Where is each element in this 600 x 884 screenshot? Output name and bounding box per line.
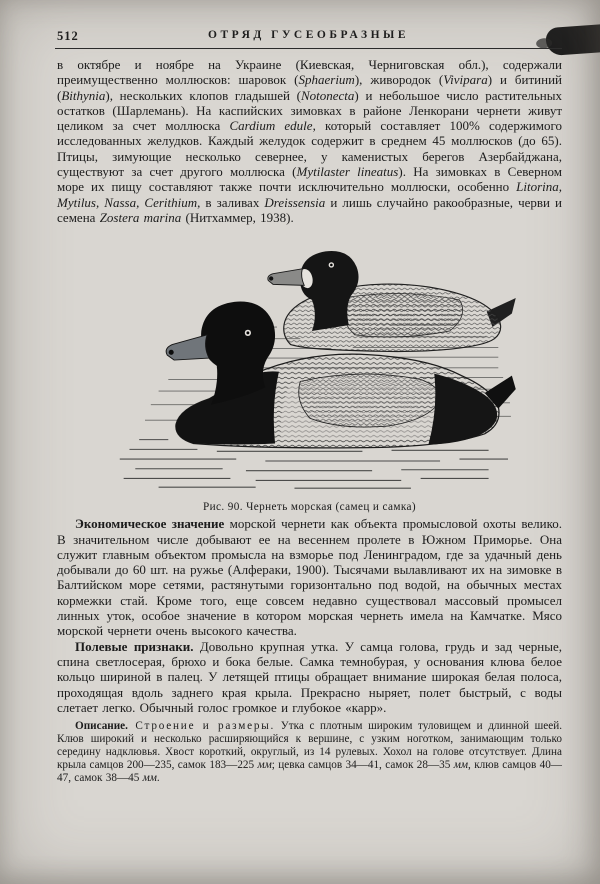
text-segment: Описание. [75, 720, 128, 733]
text-segment: Утка с плотным широким туловищем и длинной шеей. Клюв широкий и несколько расширяющийся к вершине, с узким ноготком, занимающим только середину надклювья. Хвост короткий, округлый, из 14 рулевых. Хохол на голове отсутствует. Длина крыла самцов 200—235, самок 183—225 [57, 720, 562, 772]
text-segment: Vivipara [443, 72, 488, 88]
text-segment: ), нескольких клопов гладышей ( [105, 87, 301, 103]
running-head [57, 29, 560, 45]
text-segment: ) и небольшое число растительных остатков (Шарлемань). На каспийских зимовках в районе Ленкорани чернети живут целиком за счет моллюска [57, 87, 562, 134]
text-segment: Строение и размеры. [127, 720, 276, 733]
text-segment: , который составляет 100% содержимого исследованных желудков. Каждый желудок содержит в среднем 45 моллюсков (до 65). Птицы, зимующие несколько севернее, у каменистых берегов Азербайджана, существуют за счет другого моллюска ( [57, 118, 562, 180]
duck-illustration [100, 230, 520, 494]
text-segment: Litorina, Mytilus, Nassa, Cerithium [57, 179, 562, 210]
header-rule [55, 48, 562, 49]
text-segment: мм [142, 772, 157, 785]
text-segment: Полевые признаки. [75, 638, 194, 654]
text-segment: Cardium edule [229, 118, 313, 134]
figure-90 [57, 230, 562, 513]
text-segment: морской чернети как объекта промысловой охоты велико. В значительном числе добывают ее на весеннем пролете в Южном Приморье. Она служит главным объектом промысла на взморье под Ленинградом, где за удачный день добывали до 60 шт. на ружье (Алфераки, 1900). Тысячами вылавливают их на зимовке в Балтийском море сетями, растянутыми горизонтально под водой, на обычных местах кормежки стай. Кроме того, еще совсем недавно существовал массовый промысел линных уток, особое значение в котором морская чернеть имела на Камчатке. Мясо морской чернети очень высокого качества. [57, 516, 562, 639]
text-segment: ), живородок ( [354, 72, 444, 88]
text-segment: ) и битиний ( [57, 72, 563, 103]
text-segment: . [156, 772, 160, 785]
text-segment: Mytilaster lineatus [296, 164, 399, 180]
page-number: 512 [57, 29, 79, 43]
text-segment: Zostera marina [99, 209, 182, 225]
text-segment: Довольно крупная утка. У самца голова, грудь и зад черные, спина светлосерая, брюхо и бока белые. Самка темнобурая, у основания клюва белое кольцо шириной в палец. У летящей птицы обращает внимание широкая белая полоса, проходящая вдоль заднего края крыла. Прекрасно ныряет, полет быстрый, с воды слетает легко. Обычный голос громкое и глубокое «карр». [57, 638, 563, 715]
text-segment: Bithynia [61, 87, 106, 103]
text-segment: Sphaerium [298, 72, 355, 88]
text-segment: мм [257, 759, 272, 772]
body-paragraph-food [57, 57, 562, 225]
figure-caption: Рис. 90. Чернеть морская (самец и самка) [202, 501, 417, 514]
body-paragraph-economic [57, 516, 562, 638]
chapter-title: ОТРЯД ГУСЕОБРАЗНЫЕ [208, 29, 409, 41]
text-segment: Экономическое значение [75, 516, 225, 532]
text-segment: мм [453, 759, 469, 772]
text-segment: , клюв самцов 40—47, самок 38—45 [57, 759, 562, 785]
text-segment: ). На зимовках в Северном море их пищу составляют также почти исключительно моллюски, особенно [57, 164, 562, 195]
text-segment: (Нитхаммер, 1938). [181, 209, 294, 225]
text-column [57, 57, 562, 785]
female-duck [267, 251, 515, 352]
body-paragraph-description [57, 720, 562, 785]
text-segment: Dreissensia [264, 194, 326, 210]
text-segment: , в заливах [197, 194, 265, 210]
body-paragraph-field-marks [57, 639, 562, 715]
text-segment: ; цевка самцов 34—41, самок 28—35 [271, 759, 454, 772]
text-segment: и лишь случайно ракообразные, черви и семена [57, 194, 562, 225]
text-segment: Notonecta [300, 87, 355, 103]
text-segment: в октябре и ноябре на Украине (Киевская, Черниговская обл.), содержали преимущественно моллюсков: шаровок ( [57, 57, 562, 88]
